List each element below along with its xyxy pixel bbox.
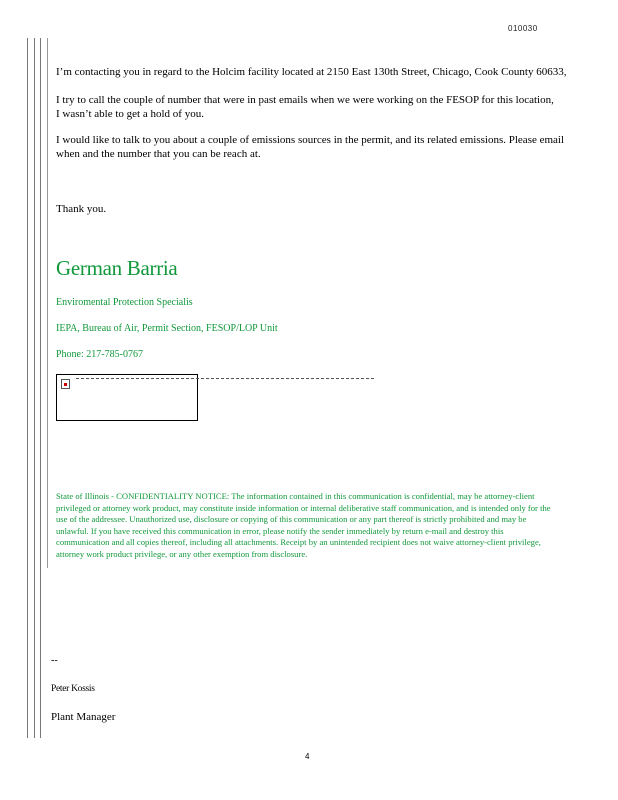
broken-image-icon — [61, 379, 70, 389]
document-id: 010030 — [508, 24, 538, 33]
confidentiality-notice: State of Illinois - CONFIDENTIALITY NOTICE: The information contained in this communication is confidential, may be attorney-client privileged or attorney work product, may constitute inside information or internal deliberative staff communication, and is intended only for the use of the addressee. Unauthorized use, disclosure or copying of this communication or any part thereof is strictly prohibited and may be unlawful. If you have received this communication in error, please notify the sender immediately by return e-mail and destroy this communication and all copies thereof, including all attachments. Receipt by an unintended recipient does not waive attorney-client privilege, attorney work product privilege, or any other exemption from disclosure. — [56, 491, 551, 559]
signature-name: German Barria — [56, 256, 178, 280]
sender-name: Peter Kossis — [51, 684, 95, 694]
signature-phone: Phone: 217-785-0767 — [56, 349, 143, 360]
quote-bar — [40, 38, 41, 738]
email-paragraph-2-line-1: I try to call the couple of number that were in past emails when we were working on the FESOP for this location, — [56, 94, 554, 106]
dashed-divider — [76, 378, 374, 379]
page-number: 4 — [305, 752, 310, 761]
email-paragraph-2-line-2: I wasn’t able to get a hold of you. — [56, 108, 204, 120]
email-paragraph-2 — [56, 93, 601, 121]
signature-organization: IEPA, Bureau of Air, Permit Section, FESOP/LOP Unit — [56, 323, 278, 334]
image-placeholder — [56, 374, 198, 421]
email-paragraph-3 — [56, 133, 601, 161]
closing: Thank you. — [56, 203, 107, 215]
quote-bar — [27, 38, 28, 738]
email-paragraph-1: I’m contacting you in regard to the Holcim facility located at 2150 East 130th Street, Chicago, Cook County 60633, — [56, 66, 567, 78]
sender-title: Plant Manager — [51, 711, 116, 723]
email-paragraph-3-line-1: I would like to talk to you about a couple of emissions sources in the permit, and its related emissions. Please email — [56, 134, 565, 146]
quote-bar — [47, 38, 48, 568]
signature-title: Enviromental Protection Specialis — [56, 297, 193, 308]
signature-separator: -- — [51, 655, 58, 666]
email-paragraph-3-line-2: when and the number that you can be reach at. — [56, 148, 261, 160]
quote-bar — [34, 38, 35, 738]
